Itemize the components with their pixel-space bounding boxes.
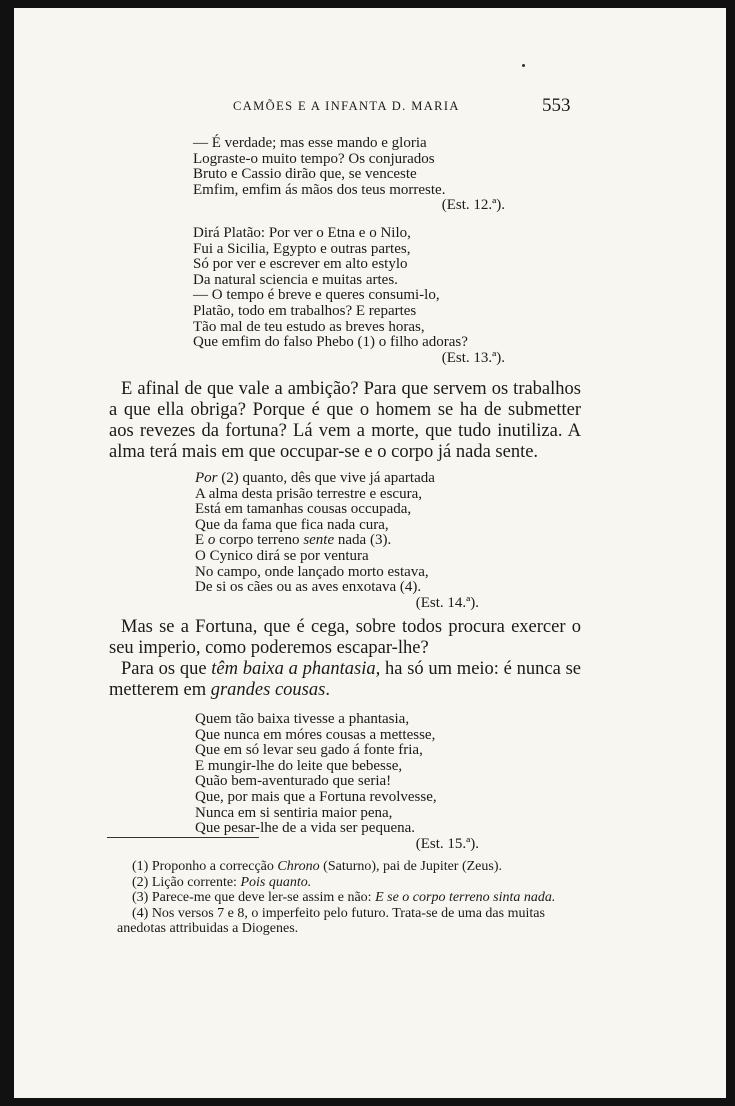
- stanza-reference: (Est. 13.ª).: [441, 349, 505, 366]
- paragraph-segment: .: [325, 680, 330, 700]
- verse-text: (2) quanto, dês que vive já apartada: [217, 470, 435, 486]
- verse-text: nada (3).: [334, 532, 392, 549]
- verse-line: Da natural sciencia e muitas artes.: [193, 271, 398, 288]
- verse-word-italic: Por: [195, 470, 218, 486]
- page-header: [14, 95, 726, 119]
- verse-line: E mungir-lhe do leite que bebesse,: [195, 757, 403, 774]
- verse-line: Fui a Sicilia, Egypto e outras partes,: [193, 240, 411, 257]
- paragraph-text: [109, 659, 581, 700]
- verse-line: — O tempo é breve e queres consumi-lo,: [193, 287, 440, 304]
- running-title: CAMÕES E A INFANTA D. MARIA: [233, 99, 460, 113]
- verse-line: De si os cães ou as aves enxotava (4).: [195, 579, 422, 596]
- body-paragraph: [109, 617, 581, 659]
- verse-line: Dirá Platão: Por ver o Etna e o Nilo,: [193, 225, 411, 241]
- verse-line: [195, 533, 479, 549]
- stanza-14: [195, 471, 479, 611]
- ink-speck: [522, 64, 525, 67]
- verse-line: Que da fama que fica nada cura,: [195, 516, 389, 533]
- verse-line: Que, por mais que a Fortuna revolvesse,: [195, 788, 437, 805]
- verse-line: Platão, todo em trabalhos? E repartes: [193, 302, 417, 319]
- page-number: 553: [542, 95, 571, 116]
- verse-text: E: [195, 532, 208, 549]
- verse-line: Nunca em si sentiria maior pena,: [195, 804, 393, 821]
- verse-word-italic: o: [207, 532, 216, 549]
- footnote-divider: [107, 837, 259, 838]
- footnote-4: (4) Nos versos 7 e 8, o imperfeito pelo futuro. Trata-se de uma das muitas anedotas attribuidas a Diogenes.: [117, 905, 545, 936]
- stanza-12: [193, 136, 505, 214]
- verse-line: Que emfim do falso Phebo (1) o filho adoras?: [193, 334, 468, 351]
- paragraph-segment: ha só um meio: é nunca se metterem em: [109, 659, 581, 700]
- verse-line: Só por ver e escrever em alto estylo: [193, 256, 408, 273]
- stanza-13: [193, 226, 505, 366]
- verse-line: Tão mal de teu estudo as breves horas,: [193, 318, 425, 335]
- stanza-reference: (Est. 12.ª).: [441, 197, 505, 214]
- verse-line: A alma desta prisão terrestre e escura,: [195, 485, 422, 502]
- footnote-text: (3) Parece-me que deve ler-se assim e não:: [132, 890, 376, 905]
- verse-line: — É verdade; mas esse mando e gloria: [193, 135, 427, 151]
- verse-word-italic: sente: [303, 532, 335, 549]
- footnote-text: (Saturno), pai de Jupiter (Zeus).: [319, 859, 503, 874]
- verse-text: corpo terreno: [215, 532, 304, 549]
- footnote-italic: Pois quanto.: [240, 874, 312, 890]
- verse-line: No campo, onde lançado morto estava,: [195, 563, 429, 580]
- verse-line: Está em tamanhas cousas occupada,: [195, 501, 412, 518]
- verse-line: Quão bem-aventurado que seria!: [195, 773, 392, 790]
- footnote-3: [117, 890, 587, 906]
- footnote-text: (1) Proponho a correcção: [132, 859, 278, 874]
- body-paragraph: [109, 379, 581, 463]
- footnote-italic: E se o corpo terreno sinta nada.: [375, 890, 556, 905]
- footnote-1: [117, 859, 587, 875]
- verse-line: Quem tão baixa tivesse a phantasia,: [195, 711, 410, 727]
- paragraph-text: Mas se a Fortuna, que é cega, sobre todos procura exercer o seu imperio, como poderemos escapar-lhe?: [109, 617, 581, 658]
- footnote-text: (2) Lição corrente:: [132, 874, 241, 890]
- verse-line: Que em só levar seu gado á fonte fria,: [195, 742, 423, 759]
- paragraph-text: E afinal de que vale a ambição? Para que servem os trabalhos a que ella obriga? Porque é que o homem se ha de submetter aos revezes da fortuna? Lá vem a morte, que tudo inutiliza. A alma terá mais em que occupar-se e o corpo já nada sente.: [109, 379, 581, 462]
- footnote-2: [117, 875, 587, 891]
- paragraph-italic: grandes cousas: [210, 680, 326, 700]
- verse-line: Bruto e Cassio dirão que, se venceste: [193, 166, 417, 183]
- book-page: [14, 8, 726, 1098]
- verse-line: [195, 471, 479, 487]
- stanza-reference: (Est. 15.ª).: [415, 835, 479, 852]
- stanza-reference: (Est. 14.ª).: [415, 594, 479, 611]
- stanza-15: [195, 712, 479, 852]
- footnote-italic: Chrono: [277, 859, 320, 874]
- body-paragraph: [109, 659, 581, 701]
- verse-line: Que pesar-lhe de a vida ser pequena.: [195, 820, 416, 837]
- footnotes: [117, 859, 587, 937]
- paragraph-italic: têm baixa a phantasia,: [211, 659, 381, 679]
- verse-line: O Cynico dirá se por ventura: [195, 547, 369, 564]
- verse-line: Que nunca em móres cousas a mettesse,: [195, 726, 436, 743]
- verse-line: Emfim, emfim ás mãos dos teus morreste.: [193, 181, 446, 198]
- paragraph-segment: Para os que: [121, 659, 212, 679]
- verse-line: Lograste-o muito tempo? Os conjurados: [193, 150, 435, 167]
